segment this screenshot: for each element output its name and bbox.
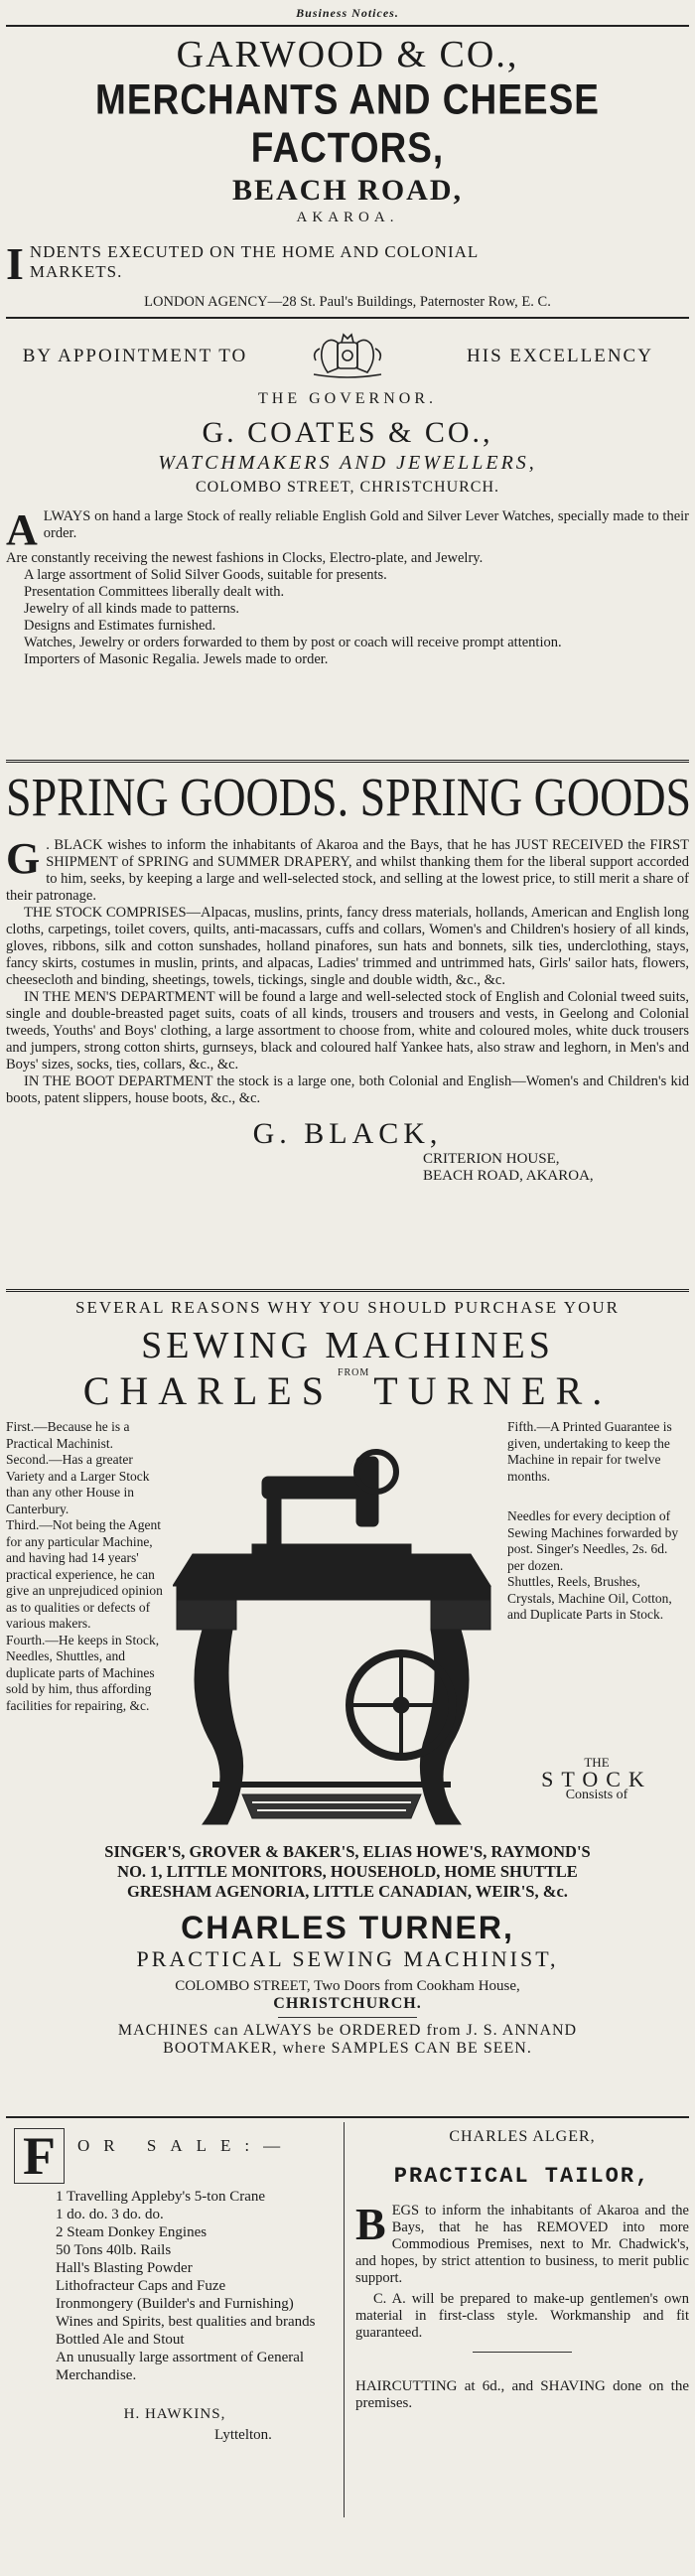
turner-advert [6, 1298, 689, 2112]
divider [6, 2116, 689, 2118]
sewing-machine-icon [173, 1417, 500, 1839]
hawkins-advert [6, 2122, 345, 2517]
reasons-line: SEVERAL REASONS WHY YOU SHOULD PURCHASE YOUR [75, 1298, 620, 1317]
coates-line: A large assortment of Solid Silver Goods, suitable for presents. [24, 567, 387, 583]
hawkins-heading: OR SALE:— [77, 2136, 295, 2155]
divider [6, 25, 689, 27]
turner-sig-name: CHARLES TURNER, [181, 1910, 514, 1945]
list-item: 50 Tons 40lb. Rails [56, 2242, 172, 2258]
turner-left-col [6, 1419, 165, 1714]
alger-name: CHARLES ALGER, [449, 2128, 596, 2145]
divider [6, 760, 689, 763]
turner-reason: Needles for every deciption of Sewing Machines forwarded by post. Singer's Needles, 2s. 6d. per dozen. [507, 1508, 679, 1573]
turner-footer [6, 1842, 689, 2058]
list-item: An unusually large assortment of General Merchandise. [56, 2350, 305, 2383]
turner-surname: TURNER. [373, 1368, 613, 1413]
list-item: 2 Steam Donkey Engines [56, 2224, 208, 2240]
alger-body-text: EGS to inform the inhabitants of Akaroa and the Bays, that he has REMOVED into more Commodious Premises, next to Mr. Chadwick's, and hopes, by strict attention to business, to merit public support. [355, 2203, 689, 2286]
bottom-columns [6, 2122, 689, 2517]
coates-body [6, 505, 689, 668]
indents-line: NDENTS EXECUTED ON THE HOME AND COLONIAL [29, 242, 480, 261]
coates-line: Watches, Jewelry or orders forwarded to them by post or coach will receive prompt attention. [24, 635, 562, 650]
brands-line: NO. 1, LITTLE MONITORS, HOUSEHOLD, HOME SHUTTLE [117, 1862, 578, 1881]
list-item: Ironmongery (Builder's and Furnishing) [56, 2296, 294, 2312]
garwood-agency: LONDON AGENCY—28 St. Paul's Buildings, Paternoster Row, E. C. [144, 294, 551, 310]
garwood-name: GARWOOD & CO., [176, 34, 519, 75]
newspaper-page [6, 0, 692, 2517]
turner-reason: Third.—Not being the Agent for any particular Machine, and having had 14 years' practical experience, he can give an unprejudiced opinion as to qualities or defects of various makers. [6, 1517, 163, 1631]
appointment-right: HIS EXCELLENCY [467, 346, 653, 366]
drop-cap: A [6, 505, 38, 554]
black-intro [6, 834, 689, 905]
drop-cap: F [14, 2128, 65, 2184]
annand-line: MACHINES can ALWAYS be ORDERED from J. S. ANNAND [117, 2022, 578, 2039]
alger-trade: PRACTICAL TAILOR, [393, 2164, 651, 2189]
black-stock: THE STOCK COMPRISES—Alpacas, muslins, prints, fancy dress materials, hollands, American and English long cloths, carpetings, toilet covers, quilts, anti-macassars, cuffs and collars, Women's and Children's hosiery of all kinds, gloves, ribbons, silk and cotton sunshades, holland pinafores, sun hats and bonnets, silk ties, underclothing, stays, fancy skirts, costumes in muslin, prints, and alpacas, Ladies' trimmed and untrimmed hats, Girls' sailor hats, flowers, cheesecloth and binding, sheetings, towels, tickings, single and double width, &c., &c. [6, 905, 689, 988]
stock-consists: Consists of [565, 1788, 628, 1802]
governor: THE GOVERNOR. [258, 390, 437, 407]
list-item: Hall's Blasting Powder [56, 2260, 193, 2276]
coates-line: Are constantly receiving the newest fashions in Clocks, Electro-plate, and Jewelry. [6, 550, 484, 566]
turner-sig-town: CHRISTCHURCH. [273, 1995, 422, 2012]
sewing-headline: SEWING MACHINES [141, 1325, 554, 1366]
black-sig-name: G. BLACK, [252, 1117, 443, 1150]
turner-reason: Fifth.—A Printed Guarantee is given, undertaking to keep the Machine in repair for twelve months. [507, 1419, 672, 1484]
coates-trade: WATCHMAKERS AND JEWELLERS, [158, 452, 537, 474]
garwood-town: AKAROA. [296, 210, 399, 225]
coates-advert [6, 329, 689, 756]
black-sig-address: BEACH ROAD, AKAROA, [423, 1168, 594, 1184]
black-mens: IN THE MEN'S DEPARTMENT will be found a large and well-selected stock of English and Colonial tweed suits, single and double-breasted paget suits, coats of all kinds, trousers and trousers and vests, in Geelong and Colonial tweeds, Youths' and Boys' clothing, a large assortment to choose from, white and coloured moles, white duck trousers and jumpers, strong cotton shirts, gurnseys, black and coloured half Yankee hats, also straw and leghorn, in Men's and Boys' sizes, socks, ties, collars, &c., &c. [6, 989, 689, 1073]
turner-reason: Fourth.—He keeps in Stock, Needles, Shuttles, and duplicate parts of Machines sold by him, thus affording facilities for repairing, &c. [6, 1632, 160, 1713]
turner-charles: CHARLES [82, 1368, 334, 1413]
coates-line: Presentation Committees liberally dealt with. [24, 584, 285, 600]
alger-body [355, 2199, 689, 2287]
turner-from: FROM [337, 1367, 370, 1378]
stock-the: THE [584, 1755, 610, 1770]
turner-sig-address: COLOMBO STREET, Two Doors from Cookham House, [175, 1978, 520, 1994]
alger-advert [355, 2122, 689, 2517]
black-advert [6, 766, 692, 1285]
coates-line: Jewelry of all kinds made to patterns. [24, 601, 240, 617]
turner-reason: Second.—Has a greater Variety and a Larger Stock than any other House in Canterbury. [6, 1452, 150, 1516]
drop-cap: G [6, 834, 41, 883]
garwood-street: BEACH ROAD, [231, 174, 463, 207]
appointment-left: BY APPOINTMENT TO [22, 346, 248, 366]
divider [278, 2017, 417, 2018]
list-item: Lithofracteur Caps and Fuze [56, 2278, 226, 2294]
garwood-advert [6, 33, 689, 313]
section-title: Business Notices. [296, 6, 399, 20]
divider [6, 317, 689, 319]
list-item: Bottled Ale and Stout [56, 2332, 185, 2348]
coates-line: Designs and Estimates furnished. [24, 618, 216, 634]
turner-from-row [6, 1367, 689, 1414]
drop-cap: I [6, 238, 24, 289]
black-intro-text: . BLACK wishes to inform the inhabitants of Akaroa and the Bays, that he has JUST RECEIVED the FIRST SHIPMENT of SPRING and SUMMER DRAPERY, and whilst thanking them for the liberal support accorded to him, seeks, by keeping a large and well-selected stock, and selling at the lowest price, to still merit a share of their patronage. [6, 837, 689, 904]
appointment-row [6, 329, 689, 384]
hawkins-sig-name: H. HAWKINS, [123, 2406, 226, 2422]
alger-haircut: HAIRCUTTING at 6d., and SHAVING done on the premises. [355, 2378, 689, 2411]
spring-goods-headline: SPRING GOODS. SPRING GOODS [6, 766, 692, 828]
indents-line: MARKETS. [29, 262, 123, 281]
turner-reason: Shuttles, Reels, Brushes, Crystals, Machine Oil, Cotton, and Duplicate Parts in Stock. [507, 1574, 672, 1622]
turner-right-col [507, 1419, 686, 1624]
hawkins-list [6, 2188, 344, 2384]
black-boot: IN THE BOOT DEPARTMENT the stock is a large one, both Colonial and English—Women's and Children's kid boots, patent slippers, house boots, &c., &c. [6, 1073, 689, 1106]
hawkins-heading-row [6, 2128, 344, 2188]
garwood-business: MERCHANTS AND CHEESE FACTORS, [95, 75, 600, 172]
turner-reason: First.—Because he is a Practical Machinist. [6, 1419, 130, 1451]
coates-name: G. COATES & CO., [202, 416, 493, 449]
divider [473, 2352, 572, 2353]
divider [6, 1289, 689, 1292]
brands-line: SINGER'S, GROVER & BAKER'S, ELIAS HOWE'S, RAYMOND'S [104, 1842, 591, 1861]
stock-word: STOCK [541, 1766, 652, 1791]
stock-heading [507, 1755, 686, 1804]
turner-sig-trade: PRACTICAL SEWING MACHINIST, [136, 1946, 559, 1971]
alger-note: C. A. will be prepared to make-up gentlemen's own material in first-class style. Workmanship and fit guaranteed. [355, 2291, 689, 2341]
drop-cap: B [355, 2199, 386, 2249]
list-item: 1 do. do. 3 do. do. [56, 2207, 164, 2222]
hawkins-sig-town: Lyttelton. [214, 2427, 272, 2443]
annand-line: BOOTMAKER, where SAMPLES CAN BE SEEN. [163, 2040, 532, 2057]
list-item: Wines and Spirits, best qualities and brands [56, 2314, 316, 2330]
garwood-indents [6, 238, 689, 289]
coates-address: COLOMBO STREET, CHRISTCHURCH. [195, 479, 500, 496]
list-item: 1 Travelling Appleby's 5-ton Crane [56, 2189, 266, 2205]
black-sig-house: CRITERION HOUSE, [423, 1151, 560, 1167]
brands-line: GRESHAM AGENORIA, LITTLE CANADIAN, WEIR'S, &c. [127, 1882, 568, 1901]
coates-line: Importers of Masonic Regalia. Jewels made to order. [24, 651, 329, 667]
royal-crest-icon [298, 329, 397, 384]
coates-line-text: LWAYS on hand a large Stock of really reliable English Gold and Silver Lever Watches, specially made to their order. [43, 508, 689, 541]
coates-line [6, 505, 689, 554]
